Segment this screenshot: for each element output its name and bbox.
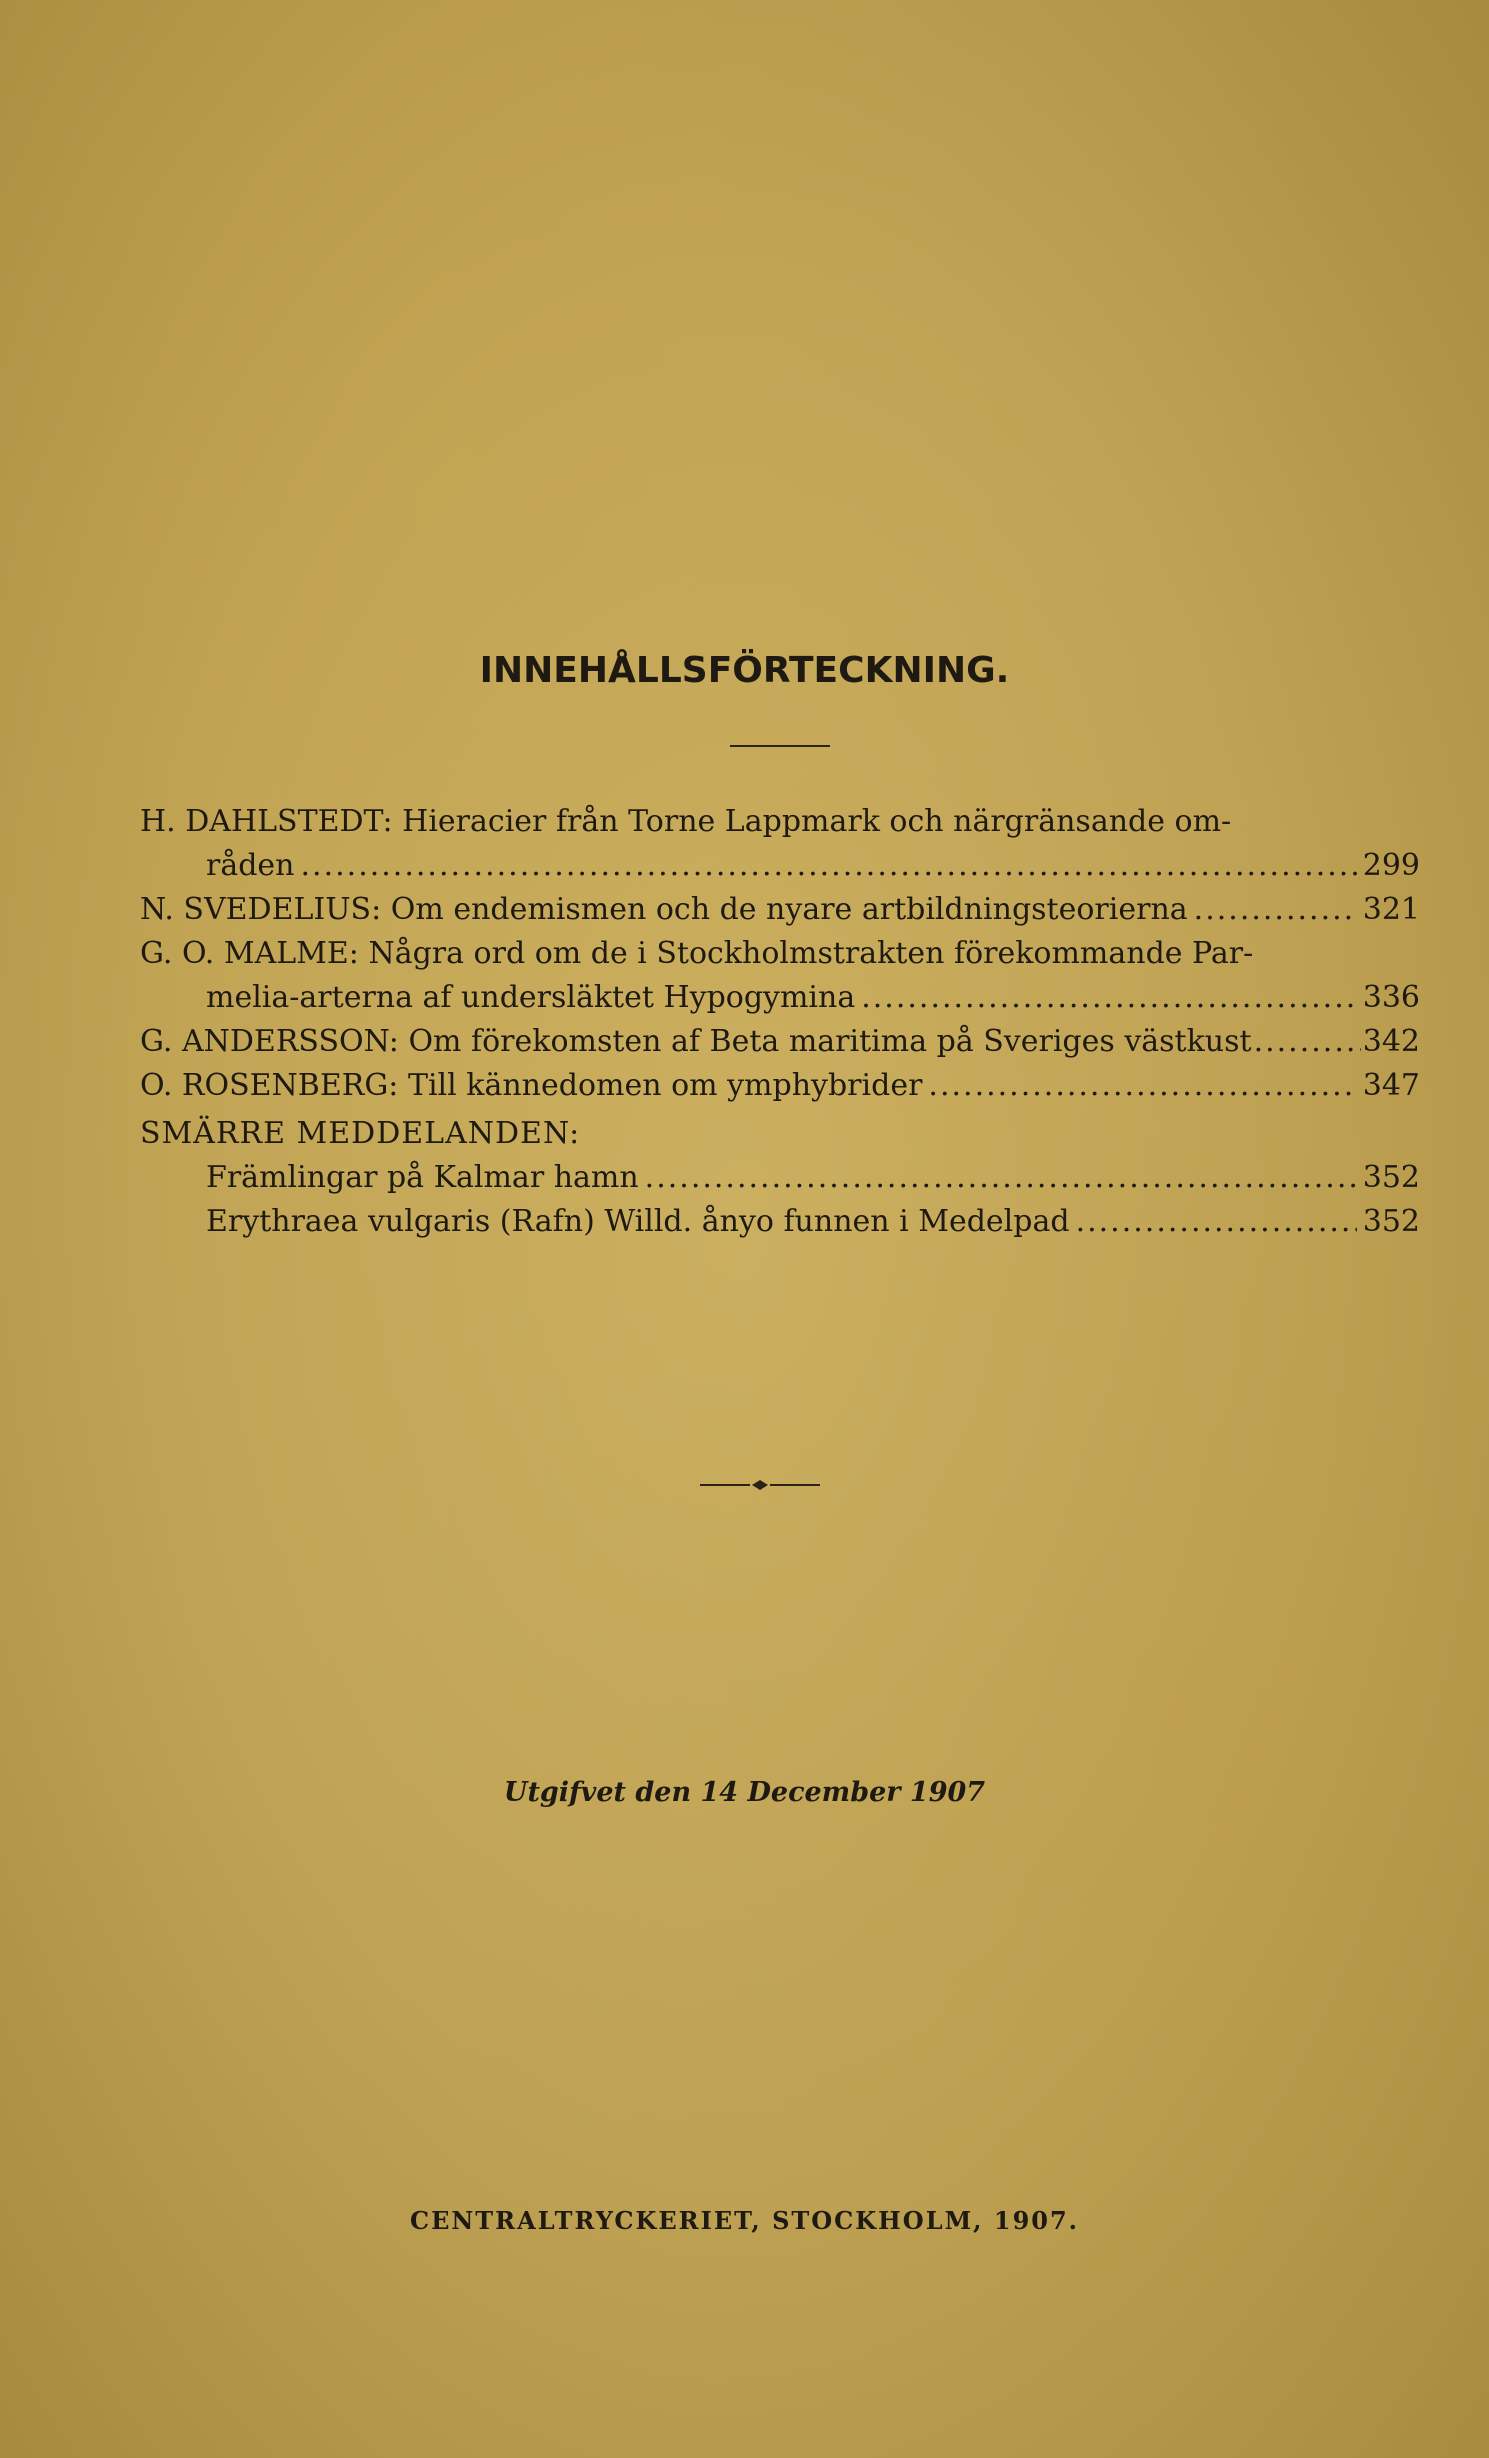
toc-author: O. ROSENBERG: (140, 1068, 399, 1103)
toc-page-number: 352 (1362, 1160, 1420, 1195)
toc-title: Några ord om de i Stockholmstrakten förekommande Par- (368, 936, 1254, 971)
toc-author: N. SVEDELIUS: (140, 892, 382, 927)
dot-leader (1194, 888, 1357, 932)
toc-page-number: 336 (1362, 980, 1420, 1015)
dot-leader (928, 1064, 1356, 1108)
toc-author: H. DAHLSTEDT: (140, 804, 393, 839)
toc-entry-malme (140, 932, 1420, 1020)
toc-title: Till kännedomen om ymphybrider (407, 1068, 923, 1103)
dot-leader (1254, 1020, 1361, 1064)
toc-line (140, 888, 1420, 932)
dot-leader (1076, 1200, 1357, 1244)
toc-title-cont: råden (206, 848, 295, 883)
ornament-divider-icon (700, 1470, 820, 1500)
toc-page-number: 347 (1362, 1068, 1420, 1103)
table-of-contents (140, 800, 1420, 1244)
toc-entry-svedelius (140, 888, 1420, 932)
publication-date: Utgifvet den 14 December 1907 (503, 1777, 986, 1808)
toc-line (140, 932, 1420, 976)
printer-imprint: CENTRALTRYCKERIET, STOCKHOLM, 1907. (409, 2206, 1080, 2235)
toc-title: Om förekomsten af Beta maritima på Sveriges västkust (408, 1024, 1252, 1059)
toc-line (140, 1020, 1420, 1064)
toc-page-number: 352 (1362, 1204, 1420, 1239)
toc-title: Om endemismen och de nyare artbildningsteorierna (390, 892, 1188, 927)
dot-leader (645, 1156, 1357, 1200)
title-underline (730, 745, 830, 747)
toc-title: Erythraea vulgaris (Rafn) Willd. ånyo funnen i Medelpad (206, 1204, 1070, 1239)
toc-line (140, 976, 1420, 1020)
toc-line (140, 1200, 1420, 1244)
toc-author: G. O. MALME: (140, 936, 359, 971)
dot-leader (861, 976, 1357, 1020)
toc-title: Hieracier från Torne Lappmark och närgränsande om- (402, 804, 1232, 839)
page-title: INNEHÅLLSFÖRTECKNING. (479, 650, 1010, 691)
toc-author: G. ANDERSSON: (140, 1024, 399, 1059)
toc-page-number: 321 (1362, 892, 1420, 927)
toc-title-cont: melia-arterna af undersläktet Hypogymina (206, 980, 856, 1015)
toc-line (140, 1064, 1420, 1108)
toc-line (140, 1156, 1420, 1200)
section-heading-smaller: SMÄRRE MEDDELANDEN: (140, 1116, 581, 1151)
toc-entry-dahlstedt (140, 800, 1420, 888)
toc-entry-rosenberg (140, 1064, 1420, 1108)
toc-entry-kalmar (140, 1156, 1420, 1200)
toc-line (140, 844, 1420, 888)
dot-leader (301, 844, 1357, 888)
toc-entry-andersson (140, 1020, 1420, 1064)
toc-page-number: 299 (1362, 848, 1420, 883)
toc-line (140, 800, 1420, 844)
toc-page-number: 342 (1362, 1024, 1420, 1059)
toc-entry-erythraea (140, 1200, 1420, 1244)
toc-title: Främlingar på Kalmar hamn (206, 1160, 639, 1195)
